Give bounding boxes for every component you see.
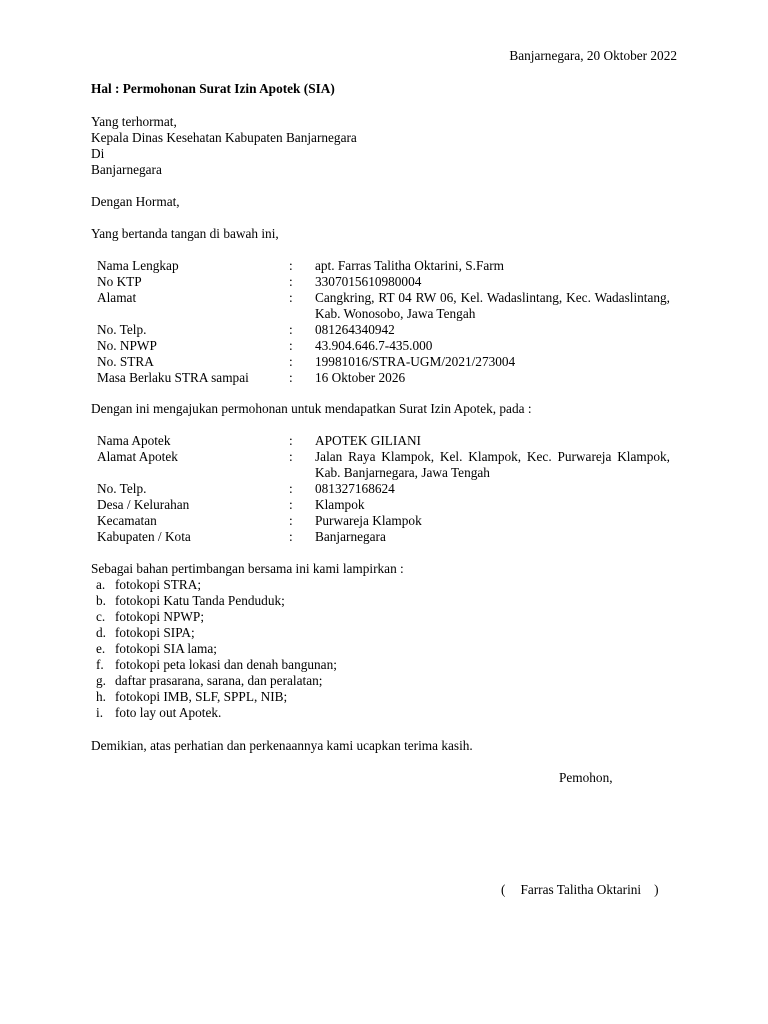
pharmacy-row <box>91 449 673 481</box>
field-label: No. Telp. <box>97 322 147 337</box>
field-value: Jalan Raya Klampok, Kel. Klampok, Kec. Purwareja Klampok, Kab. Banjarnegara, Jawa Tengah <box>315 449 670 480</box>
list-item-text: fotokopi STRA; <box>115 577 202 592</box>
list-item-text: foto lay out Apotek. <box>115 705 222 720</box>
applicant-label: Pemohon, <box>559 770 613 785</box>
list-marker: h. <box>96 689 106 704</box>
field-separator: : <box>289 529 293 544</box>
field-separator: : <box>289 290 293 305</box>
list-marker: f. <box>96 657 104 672</box>
attachments-list <box>91 577 337 721</box>
list-marker: i. <box>96 705 104 720</box>
request-intro: Dengan ini mengajukan permohonan untuk mendapatkan Surat Izin Apotek, pada : <box>91 401 532 416</box>
signature-name <box>501 882 659 898</box>
field-label: Alamat <box>97 290 137 305</box>
field-label: No. NPWP <box>97 338 157 353</box>
field-separator: : <box>289 274 293 289</box>
field-separator: : <box>289 338 293 353</box>
pharmacy-row <box>91 497 673 513</box>
field-separator: : <box>289 433 293 448</box>
field-value: 19981016/STRA-UGM/2021/273004 <box>315 354 516 369</box>
applicant-row <box>91 258 673 274</box>
field-value: 16 Oktober 2026 <box>315 370 406 385</box>
field-value: 081327168624 <box>315 481 395 496</box>
list-item-text: fotokopi NPWP; <box>115 609 205 624</box>
field-value: Cangkring, RT 04 RW 06, Kel. Wadaslintang, Kec. Wadaslintang, Kab. Wonosobo, Jawa Tengah <box>315 290 670 321</box>
field-label: No. STRA <box>97 354 154 369</box>
list-item <box>91 657 337 673</box>
field-value: 3307015610980004 <box>315 274 422 289</box>
field-label: Masa Berlaku STRA sampai <box>97 370 249 385</box>
signature-close-paren: ) <box>654 882 659 897</box>
attachments-intro: Sebagai bahan pertimbangan bersama ini kami lampirkan : <box>91 561 404 576</box>
field-label: Alamat Apotek <box>97 449 178 464</box>
list-item <box>91 625 337 641</box>
applicant-row <box>91 290 673 322</box>
list-marker: g. <box>96 673 106 688</box>
recipient-line: Di <box>91 146 105 161</box>
field-label: Nama Apotek <box>97 433 171 448</box>
pharmacy-row <box>91 481 673 497</box>
pharmacy-details-table <box>91 433 673 545</box>
list-item-text: fotokopi peta lokasi dan denah bangunan; <box>115 657 337 672</box>
field-label: Kecamatan <box>97 513 157 528</box>
field-separator: : <box>289 513 293 528</box>
list-marker: d. <box>96 625 106 640</box>
field-separator: : <box>289 449 293 464</box>
field-separator: : <box>289 370 293 385</box>
place-date: Banjarnegara, 20 Oktober 2022 <box>509 48 677 63</box>
list-item <box>91 593 337 609</box>
field-separator: : <box>289 258 293 273</box>
signatory-name: Farras Talitha Oktarini <box>520 882 642 897</box>
applicant-row <box>91 274 673 290</box>
field-label: Desa / Kelurahan <box>97 497 190 512</box>
applicant-details-table <box>91 258 673 386</box>
field-label: No KTP <box>97 274 142 289</box>
list-item <box>91 673 337 689</box>
letter-subject: Hal : Permohonan Surat Izin Apotek (SIA) <box>91 81 335 96</box>
list-item-text: fotokopi SIPA; <box>115 625 195 640</box>
field-separator: : <box>289 497 293 512</box>
list-item <box>91 689 337 705</box>
field-separator: : <box>289 481 293 496</box>
field-label: Nama Lengkap <box>97 258 179 273</box>
pharmacy-row <box>91 433 673 449</box>
list-marker: e. <box>96 641 106 656</box>
field-value: 43.904.646.7-435.000 <box>315 338 433 353</box>
list-marker: a. <box>96 577 106 592</box>
pharmacy-row <box>91 529 673 545</box>
field-label: No. Telp. <box>97 481 147 496</box>
recipient-line: Kepala Dinas Kesehatan Kabupaten Banjarnegara <box>91 130 357 145</box>
applicant-row <box>91 354 673 370</box>
field-separator: : <box>289 354 293 369</box>
list-item <box>91 577 337 593</box>
signature-open-paren: ( <box>501 882 506 897</box>
field-value: Purwareja Klampok <box>315 513 422 528</box>
closing-text: Demikian, atas perhatian dan perkenaannya kami ucapkan terima kasih. <box>91 738 473 753</box>
list-item-text: fotokopi Katu Tanda Penduduk; <box>115 593 285 608</box>
list-item <box>91 641 337 657</box>
list-item-text: fotokopi SIA lama; <box>115 641 217 656</box>
field-value: 081264340942 <box>315 322 395 337</box>
applicant-row <box>91 370 673 386</box>
field-label: Kabupaten / Kota <box>97 529 191 544</box>
recipient-line: Banjarnegara <box>91 162 162 177</box>
list-item <box>91 705 337 721</box>
list-marker: b. <box>96 593 106 608</box>
applicant-row <box>91 338 673 354</box>
greeting: Dengan Hormat, <box>91 194 180 209</box>
recipient-line: Yang terhormat, <box>91 114 177 129</box>
list-item-text: fotokopi IMB, SLF, SPPL, NIB; <box>115 689 288 704</box>
applicant-row <box>91 322 673 338</box>
recipient-block <box>91 114 357 178</box>
list-item <box>91 609 337 625</box>
field-separator: : <box>289 322 293 337</box>
pharmacy-row <box>91 513 673 529</box>
list-marker: c. <box>96 609 106 624</box>
field-value: apt. Farras Talitha Oktarini, S.Farm <box>315 258 505 273</box>
field-value: Banjarnegara <box>315 529 386 544</box>
intro-text: Yang bertanda tangan di bawah ini, <box>91 226 279 241</box>
field-value: APOTEK GILIANI <box>315 433 421 448</box>
list-item-text: daftar prasarana, sarana, dan peralatan; <box>115 673 323 688</box>
field-value: Klampok <box>315 497 365 512</box>
